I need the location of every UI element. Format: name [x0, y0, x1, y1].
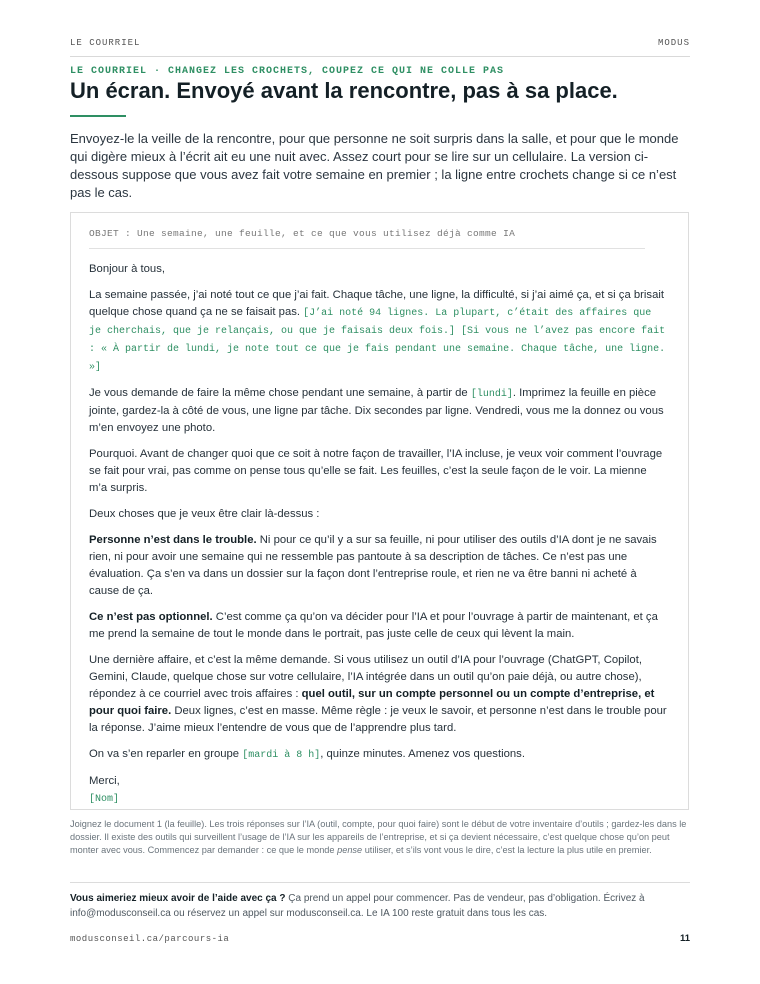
- email-paragraph-8: [89, 746, 667, 764]
- email-paragraph-5: [89, 532, 667, 600]
- p8-text-a: On va s’en reparler en groupe: [89, 748, 243, 760]
- email-paragraph-6: [89, 609, 667, 643]
- note-text-b: utiliser, et s’ils vont vous le dire, c’est la lecture la plus utile en premier.: [362, 845, 652, 855]
- email-card: [70, 212, 689, 810]
- footer-url: modusconseil.ca/parcours-ia: [70, 934, 230, 944]
- running-header: [70, 38, 690, 57]
- section-kicker: LE COURRIEL · CHANGEZ LES CROCHETS, COUPEZ CE QUI NE COLLE PAS: [70, 66, 505, 77]
- p8-bracket-time: [mardi à 8 h]: [242, 750, 321, 761]
- email-paragraph-3: Pourquoi. Avant de changer quoi que ce soit à notre façon de travailler, l’IA incluse, je veux voir comment l’ouvrage se fait pour vrai, pas comme on pense tous qu’elle se fait. Les feuilles, c’est la seule façon de le voir. La mienne m’a surpris.: [89, 448, 663, 494]
- p2-bracket-day: [lundi]: [470, 389, 513, 400]
- header-section-label: LE COURRIEL: [70, 38, 141, 48]
- email-signoff: Merci,: [89, 775, 120, 787]
- p1-text: La semaine passée, j’ai noté tout ce que j’ai fait. Chaque tâche, une ligne, la difficulté, si j’ai aimé ça, et si ça brisait quelque chose quand ça ne se faisait pas.: [89, 289, 665, 318]
- email-subject: OBJET : Une semaine, une feuille, et ce que vous utilisez déjà comme IA: [89, 228, 645, 249]
- cta-text: Ça prend un appel pour commencer. Pas de vendeur, pas d’obligation. Écrivez à info@modusconseil.ca ou réservez un appel sur modusconseil.ca. Le IA 100 reste gratuit dans tous les cas.: [70, 893, 645, 919]
- email-paragraph-4: Deux choses que je veux être clair là-dessus :: [89, 508, 320, 520]
- p1-bracket-text: [J’ai noté 94 lignes. La plupart, c’était des affaires que je cherchais, que je relançais, ou que je faisais deux fois.] [Si vous ne l’avez pas encore fait : « À partir de lundi, je note tout ce que je fais pendant une semaine. Chaque tâche, une ligne. »]: [89, 308, 666, 373]
- p5-bold: Personne n’est dans le trouble.: [89, 534, 257, 546]
- email-closing: [89, 773, 667, 808]
- header-brand: MODUS: [657, 38, 690, 48]
- attachment-note: [70, 818, 690, 857]
- email-paragraph-2: [89, 385, 667, 437]
- p7-bold: quel outil, sur un compte personnel ou un compte d’entreprise, et pour quoi faire.: [89, 688, 655, 717]
- cta-paragraph: [70, 891, 690, 921]
- p7-text-b: Deux lignes, c’est en masse. Même règle : je veux le savoir, et personne n’est dans le trouble pour la réponse. J’aime mieux l’entendre de vous que de l’apprendre plus tard.: [89, 705, 667, 734]
- p6-text: C’est comme ça qu’on va décider pour l’IA et pour l’ouvrage à partir de maintenant, et ça me prend la semaine de tout le monde dans le portrait, pas juste celle de ceux qui lèvent la main.: [89, 611, 658, 640]
- p2-text-a: Je vous demande de faire la même chose pendant une semaine, à partir de: [89, 387, 471, 399]
- email-signature: [Nom]: [89, 794, 120, 805]
- page-number: 11: [679, 933, 690, 944]
- title-accent-rule: [70, 115, 126, 117]
- page-title: Un écran. Envoyé avant la rencontre, pas à sa place.: [70, 78, 618, 103]
- email-body: [89, 261, 667, 808]
- note-emphasis: pense: [337, 845, 363, 855]
- email-paragraph-1: [89, 287, 667, 376]
- p7-text-a: Une dernière affaire, et c’est la même demande. Si vous utilisez un outil d’IA pour l’ouvrage (ChatGPT, Copilot, Gemini, Claude, quelque chose sur votre cellulaire, l’IA intégrée dans un outil qu’on paie déjà, ou autre chose), répondez à ce courriel avec trois affaires :: [89, 654, 642, 700]
- p2-text-b: . Imprimez la feuille en pièce jointe, gardez-la à côté de vous, une ligne par tâche. Dix secondes par ligne. Vendredi, vous me la donnez ou vous m’en envoyez une photo.: [89, 387, 664, 434]
- p8-text-b: , quinze minutes. Amenez vos questions.: [320, 748, 525, 760]
- p6-bold: Ce n’est pas optionnel.: [89, 611, 213, 623]
- email-greeting: Bonjour à tous,: [89, 263, 165, 275]
- cta-bold: Vous aimeriez mieux avoir de l’aide avec ça ?: [70, 893, 286, 904]
- cta-divider: [70, 882, 690, 883]
- email-paragraph-7: [89, 652, 667, 737]
- p5-text: Ni pour ce qu’il y a sur sa feuille, ni pour utiliser des outils d’IA dont je ne savais rien, ni pour avoir une semaine qui ne ressemble pas pantoute à sa description de tâches. Ce n’est pas une évaluation. Ça s’en va dans un dossier sur la façon dont l’entreprise roule, et rien ne va être banni ni acheté à cause de ça.: [89, 534, 657, 597]
- note-text-a: Joignez le document 1 (la feuille). Les trois réponses sur l’IA (outil, compte, pour quoi faire) sont le début de votre inventaire d’outils ; gardez-les dans le dossier. Il existe des outils qui surveillent l’usage de l’IA sur les appareils de l’entreprise, et si ça devient nécessaire, c’est quelque chose qu’on peut monter avec vous. Commencez par demander : ce que le monde: [70, 819, 687, 855]
- intro-paragraph: Envoyez-le la veille de la rencontre, pour que personne ne soit surpris dans la salle, et pour que le monde qui digère mieux à l’écrit ait eu une nuit avec. Assez court pour se lire sur un cellulaire. La version ci-dessous suppose que vous avez fait votre semaine en premier ; la ligne entre crochets change si ce n’est pas le cas.: [70, 131, 679, 200]
